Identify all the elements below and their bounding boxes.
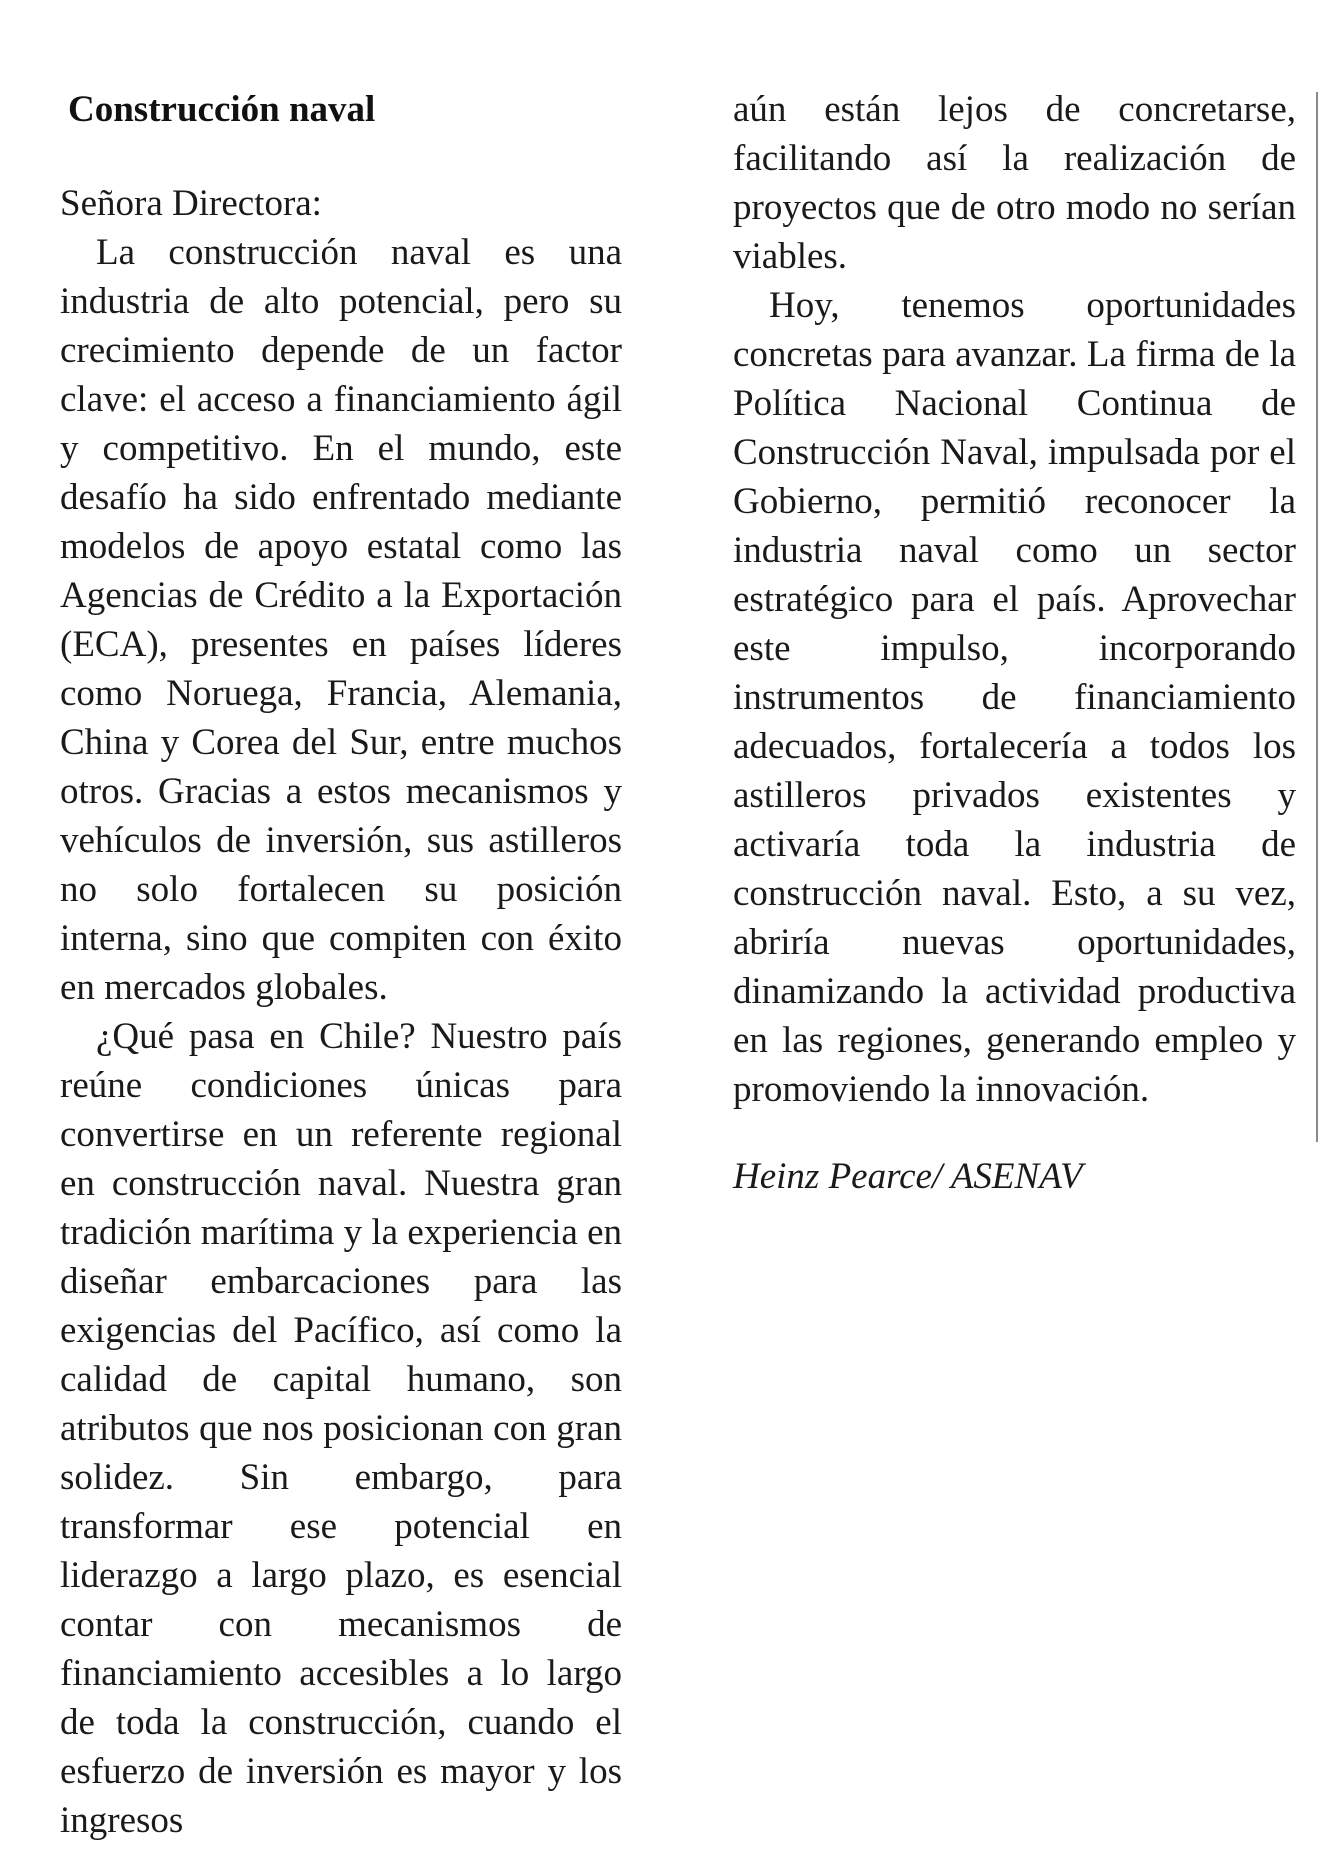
paragraph-2-start: ¿Qué pasa en Chile? Nuestro país reúne condiciones únicas para convertirse en un referente regional en construcción naval. Nuestra gran tradición marítima y la experiencia en diseñar embarcaciones para las exigencias del Pacífico, así como la calidad de capital humano, son atributos que nos posicionan con gran solidez. Sin embargo, para transformar ese potencial en liderazgo a largo plazo, es esencial contar con mecanismos de financiamiento accesibles a lo largo de toda la construcción, cuando el esfuerzo de inversión es mayor y los ingresos bbox=[60, 1016, 622, 1841]
right-column bbox=[733, 85, 1296, 1201]
paragraph-1: La construcción naval es una industria de alto potencial, pero su crecimiento depende de un factor clave: el acceso a financiamiento ágil y competitivo. En el mundo, este desafío ha sido enfrentado mediante modelos de apoyo estatal como las Agencias de Crédito a la Exportación (ECA), presentes en países líderes como Noruega, Francia, Alemania, China y Corea del Sur, entre muchos otros. Gracias a estos mecanismos y vehículos de inversión, sus astilleros no solo fortalecen su posición interna, sino que compiten con éxito en mercados globales. bbox=[60, 232, 622, 1008]
letter-title: Construcción naval bbox=[68, 89, 376, 130]
column-rule bbox=[1316, 92, 1318, 1142]
signature: Heinz Pearce/ ASENAV bbox=[733, 1156, 1083, 1197]
paragraph-2-continued: aún están lejos de concretarse, facilitando así la realización de proyectos que de otro modo no serían viables. bbox=[733, 89, 1296, 277]
left-column bbox=[60, 85, 622, 1845]
paragraph-3: Hoy, tenemos oportunidades concretas para avanzar. La firma de la Política Nacional Continua de Construcción Naval, impulsada por el Gobierno, permitió reconocer la industria naval como un sector estratégico para el país. Aprovechar este impulso, incorporando instrumentos de financiamiento adecuados, fortalecería a todos los astilleros privados existentes y activaría toda la industria de construcción naval. Esto, a su vez, abriría nuevas oportunidades, dinamizando la actividad productiva en las regiones, generando empleo y promoviendo la innovación. bbox=[733, 285, 1296, 1110]
salutation: Señora Directora: bbox=[60, 183, 322, 224]
